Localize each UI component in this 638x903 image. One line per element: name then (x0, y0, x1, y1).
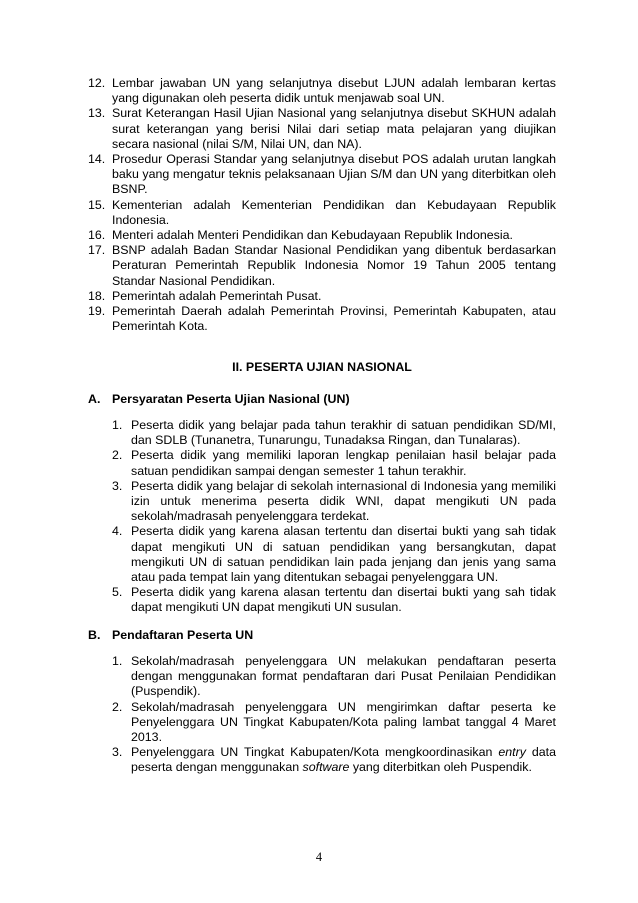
item-number: 5. (112, 585, 123, 600)
item-number: 1. (112, 418, 123, 432)
item-text: Sekolah/madrasah penyelenggara UN melakukan pendaftaran peserta dengan menggunakan format pendaftaran dari Pusat Penilaian Pendidikan (Puspendik). (131, 654, 556, 699)
list-item (88, 289, 556, 304)
item-number: 2. (112, 699, 123, 714)
item-number: 3. (112, 478, 123, 493)
italic-term-software: software (302, 760, 350, 775)
item-number: 4. (112, 524, 123, 539)
list-item (112, 524, 556, 585)
list-item (112, 448, 556, 478)
subsection-title: Persyaratan Peserta Ujian Nasional (UN) (112, 392, 350, 406)
subsection-title: Pendaftaran Peserta UN (112, 628, 254, 642)
item-number: 2. (112, 448, 123, 463)
item-text: Peserta didik yang belajar di sekolah internasional di Indonesia yang memiliki izin untuk menerima peserta didik WNI, dapat mengikuti UN pada sekolah/madrasah penyelenggara terdekat. (131, 478, 556, 524)
section-title: II. PESERTA UJIAN NASIONAL (232, 360, 412, 374)
item-text: Kementerian adalah Kementerian Pendidikan dan Kebudayaan Republik Indonesia. (112, 197, 556, 227)
list-item (112, 745, 556, 775)
item-text: Menteri adalah Menteri Pendidikan dan Kebudayaan Republik Indonesia. (112, 228, 513, 243)
list-item (88, 243, 556, 289)
list-item (88, 76, 556, 106)
item-number: 12. (88, 76, 106, 90)
item-number: 3. (112, 745, 123, 760)
list-item (112, 479, 556, 525)
item-text-start: Penyelenggara UN Tingkat Kabupaten/Kota mengkoordinasikan (131, 745, 499, 760)
item-text: Peserta didik yang memiliki laporan lengkap penilaian hasil belajar pada satuan pendidikan sampai dengan semester 1 tahun terakhir. (131, 448, 556, 478)
list-item (88, 304, 556, 334)
item-number: 18. (88, 288, 106, 303)
item-number: 19. (88, 304, 106, 319)
item-text: Peserta didik yang karena alasan tertentu dan disertai bukti yang sah tidak dapat mengikuti UN dapat mengikuti UN susulan. (131, 585, 556, 615)
list-item (112, 585, 556, 615)
item-number: 16. (88, 228, 106, 243)
list-item (112, 700, 556, 746)
item-text: Pemerintah adalah Pemerintah Pusat. (112, 288, 322, 303)
item-text: Lembar jawaban UN yang selanjutnya disebut LJUN adalah lembaran kertas yang digunakan oleh peserta didik untuk menjawab soal UN. (112, 76, 556, 106)
list-item (88, 198, 556, 228)
italic-term-entry: entry (498, 745, 526, 760)
list-item (112, 654, 556, 700)
subsection-b-heading (88, 628, 556, 643)
item-number: 17. (88, 243, 106, 258)
requirements-list (112, 418, 556, 616)
subsection-letter: B. (88, 628, 101, 642)
item-text: Sekolah/madrasah penyelenggara UN mengirimkan daftar peserta ke Penyelenggara UN Tingkat Kabupaten/Kota paling lambat tanggal 4 Maret 2013. (131, 699, 556, 745)
item-number: 1. (112, 654, 123, 668)
item-text: Prosedur Operasi Standar yang selanjutnya disebut POS adalah urutan langkah baku yang mengatur teknis pelaksanaan Ujian S/M dan UN yang diterbitkan oleh BSNP. (112, 152, 556, 197)
list-item (88, 106, 556, 152)
item-text-middle: data peserta dengan menggunakan (131, 745, 556, 775)
item-text: Peserta didik yang belajar pada tahun terakhir di satuan pendidikan SD/MI, dan SDLB (Tunanetra, Tunarungu, Tunadaksa Ringan, dan Tunalaras). (131, 418, 556, 448)
subsection-letter: A. (88, 392, 101, 406)
list-item (112, 418, 556, 448)
item-text: Pemerintah Daerah adalah Pemerintah Provinsi, Pemerintah Kabupaten, atau Pemerintah Kota. (112, 304, 556, 334)
item-text-end: yang diterbitkan oleh Puspendik. (349, 760, 532, 775)
list-item (88, 152, 556, 198)
item-number: 15. (88, 197, 106, 212)
item-text: BSNP adalah Badan Standar Nasional Pendidikan yang dibentuk berdasarkan Peraturan Pemerintah Republik Indonesia Nomor 19 Tahun 2005 tentang Standar Nasional Pendidikan. (112, 243, 556, 288)
subsection-a-heading (88, 392, 556, 407)
item-number: 14. (88, 152, 106, 167)
definitions-list (88, 76, 556, 334)
item-number: 13. (88, 106, 106, 121)
item-text: Peserta didik yang karena alasan tertentu dan disertai bukti yang sah tidak dapat mengikuti UN di satuan pendidikan yang bersangkutan, dapat mengikuti UN di satuan pendidikan lain pada jenjang dan jenis yang sama atau pada tempat lain yang ditentukan sebagai penyelenggara UN. (131, 524, 556, 585)
item-text: Surat Keterangan Hasil Ujian Nasional yang selanjutnya disebut SKHUN adalah surat keterangan yang berisi Nilai dari setiap mata pelajaran yang diujikan secara nasional (nilai S/M, Nilai UN, dan NA). (112, 106, 556, 151)
list-item (88, 228, 556, 243)
page-number: 4 (315, 850, 323, 864)
registration-list (112, 654, 556, 776)
